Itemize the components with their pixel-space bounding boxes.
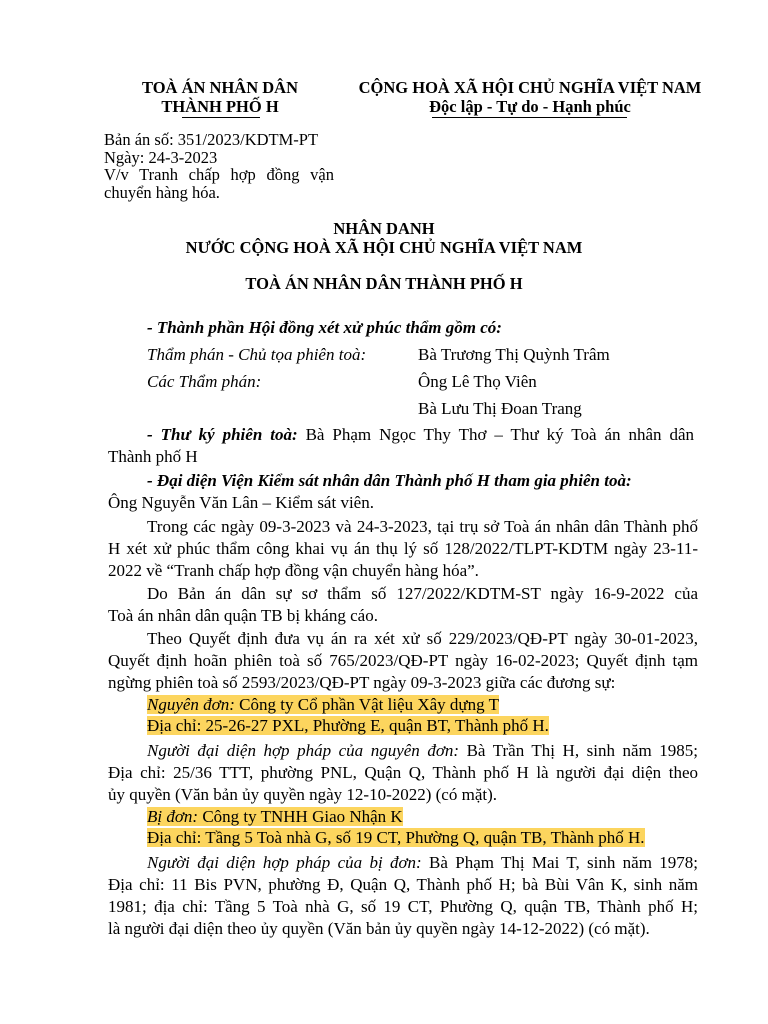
clerk-name: Bà Phạm Ngọc Thy Thơ – Thư ký Toà án nhân dân [297,425,694,444]
p1-line-1: Trong các ngày 09-3-2023 và 24-3-2023, tại trụ sở Toà án nhân dân Thành phố [147,517,698,536]
plaintiff-representative [108,740,698,806]
defendant-rep-line-3: 1981; địa chỉ: Tầng 5 Toà nhà G, số 19 CT, Phường Q, quận TB, Thành phố H; [108,897,698,916]
presiding-judge-name: Bà Trương Thị Quỳnh Trâm [418,345,610,364]
procuracy-label: - Đại diện Viện Kiểm sát nhân dân Thành phố H tham gia phiên toà: [147,471,632,490]
plaintiff-address-line [147,715,549,737]
document-title [104,219,664,257]
clerk-block [108,424,694,468]
plaintiff-label: Nguyên đơn: [147,695,235,714]
defendant-address: Địa chỉ: Tầng 5 Toà nhà G, số 19 CT, Phường Q, quận TB, Thành phố H. [147,828,645,847]
case-info-block [104,131,334,201]
judge-name-2: Bà Lưu Thị Đoan Trang [418,399,582,418]
nation-line-1: CỘNG HOÀ XÃ HỘI CHỦ NGHĨA VIỆT NAM [358,78,702,97]
panel-heading: - Thành phần Hội đồng xét xử phúc thẩm gồm có: [147,318,502,337]
title-line-1: NHÂN DANH [333,219,435,238]
p3-line-1: Theo Quyết định đưa vụ án ra xét xử số 229/2023/QĐ-PT ngày 30-01-2023, [147,629,698,648]
clerk-line-2: Thành phố H [108,447,198,466]
clerk-label: - Thư ký phiên toà: [147,425,298,444]
p3-line-2: Quyết định hoãn phiên toà số 765/2023/QĐ-PT ngày 16-02-2023; Quyết định tạm [108,651,698,670]
plaintiff-rep-label: Người đại diện hợp pháp của nguyên đơn: [147,741,460,760]
defendant-line [147,806,403,828]
procuracy-prosecutor: Ông Nguyễn Văn Lân – Kiểm sát viên. [108,493,374,512]
p3-line-3: ngừng phiên toà số 2593/2023/QĐ-PT ngày 09-3-2023 giữa các đương sự: [108,673,616,692]
case-number: Bản án số: 351/2023/KDTM-PT [104,130,319,149]
procuracy-block [108,470,694,514]
court-line-1: TOÀ ÁN NHÂN DÂN [142,78,298,97]
judge-name-1: Ông Lê Thọ Viên [418,372,537,391]
defendant-name: Công ty TNHH Giao Nhận K [198,807,403,826]
p2-line-2: Toà án nhân dân quận TB bị kháng cáo. [108,606,378,625]
judges-label: Các Thẩm phán: [147,372,262,391]
paragraph-appeal [108,583,698,627]
plaintiff-rep-line-1: Bà Trần Thị H, sinh năm 1985; [459,741,699,760]
defendant-rep-line-1: Bà Phạm Thị Mai T, sinh năm 1978; [421,853,698,872]
defendant-rep-line-4: là người đại diện theo ủy quyền (Văn bản ủy quyền ngày 14-12-2022) (có mặt). [108,919,650,938]
case-subject-line-1: V/v Tranh chấp hợp đồng vận [104,165,334,184]
court-title: TOÀ ÁN NHÂN DÂN THÀNH PHỐ H [245,274,523,293]
court-name-header [95,78,345,116]
p1-line-3: 2022 về “Tranh chấp hợp đồng vận chuyển hàng hóa”. [108,561,479,580]
plaintiff-rep-line-2: Địa chỉ: 25/36 TTT, phường PNL, Quận Q, Thành phố H là người đại diện theo [108,763,698,782]
defendant-address-line [147,827,645,849]
presiding-judge-label: Thẩm phán - Chủ tọa phiên toà: [147,345,367,364]
p1-line-2: H xét xử phúc thẩm công khai vụ án thụ lý số 128/2022/TLPT-KDTM ngày 23-11- [108,539,698,558]
paragraph-hearing [108,516,698,582]
defendant-representative [108,852,698,940]
p2-line-1: Do Bản án dân sự sơ thẩm số 127/2022/KDTM-ST ngày 16-9-2022 của [147,584,698,603]
plaintiff-line [147,694,499,716]
case-date: Ngày: 24-3-2023 [104,147,218,167]
paragraph-decisions [108,628,698,694]
motto-underline [432,117,627,118]
nation-line-2: Độc lập - Tự do - Hạnh phúc [429,97,631,116]
plaintiff-address: Địa chỉ: 25-26-27 PXL, Phường E, quận BT, Thành phố H. [147,716,549,735]
defendant-rep-label: Người đại diện hợp pháp của bị đơn: [147,853,422,872]
court-underline [182,117,260,118]
national-motto-header [350,78,710,116]
title-line-2: NƯỚC CỘNG HOÀ XÃ HỘI CHỦ NGHĨA VIỆT NAM [185,238,583,257]
plaintiff-name: Công ty Cổ phần Vật liệu Xây dựng T [234,695,499,714]
defendant-label: Bị đơn: [147,807,199,826]
defendant-rep-line-2: Địa chỉ: 11 Bis PVN, phường Đ, Quận Q, Thành phố H; bà Bùi Vân K, sinh năm [108,875,698,894]
court-line-2: THÀNH PHỐ H [161,97,279,116]
case-subject-line-2: chuyển hàng hóa. [104,182,220,202]
plaintiff-rep-line-3: ủy quyền (Văn bản ủy quyền ngày 12-10-2022) (có mặt). [108,785,498,804]
